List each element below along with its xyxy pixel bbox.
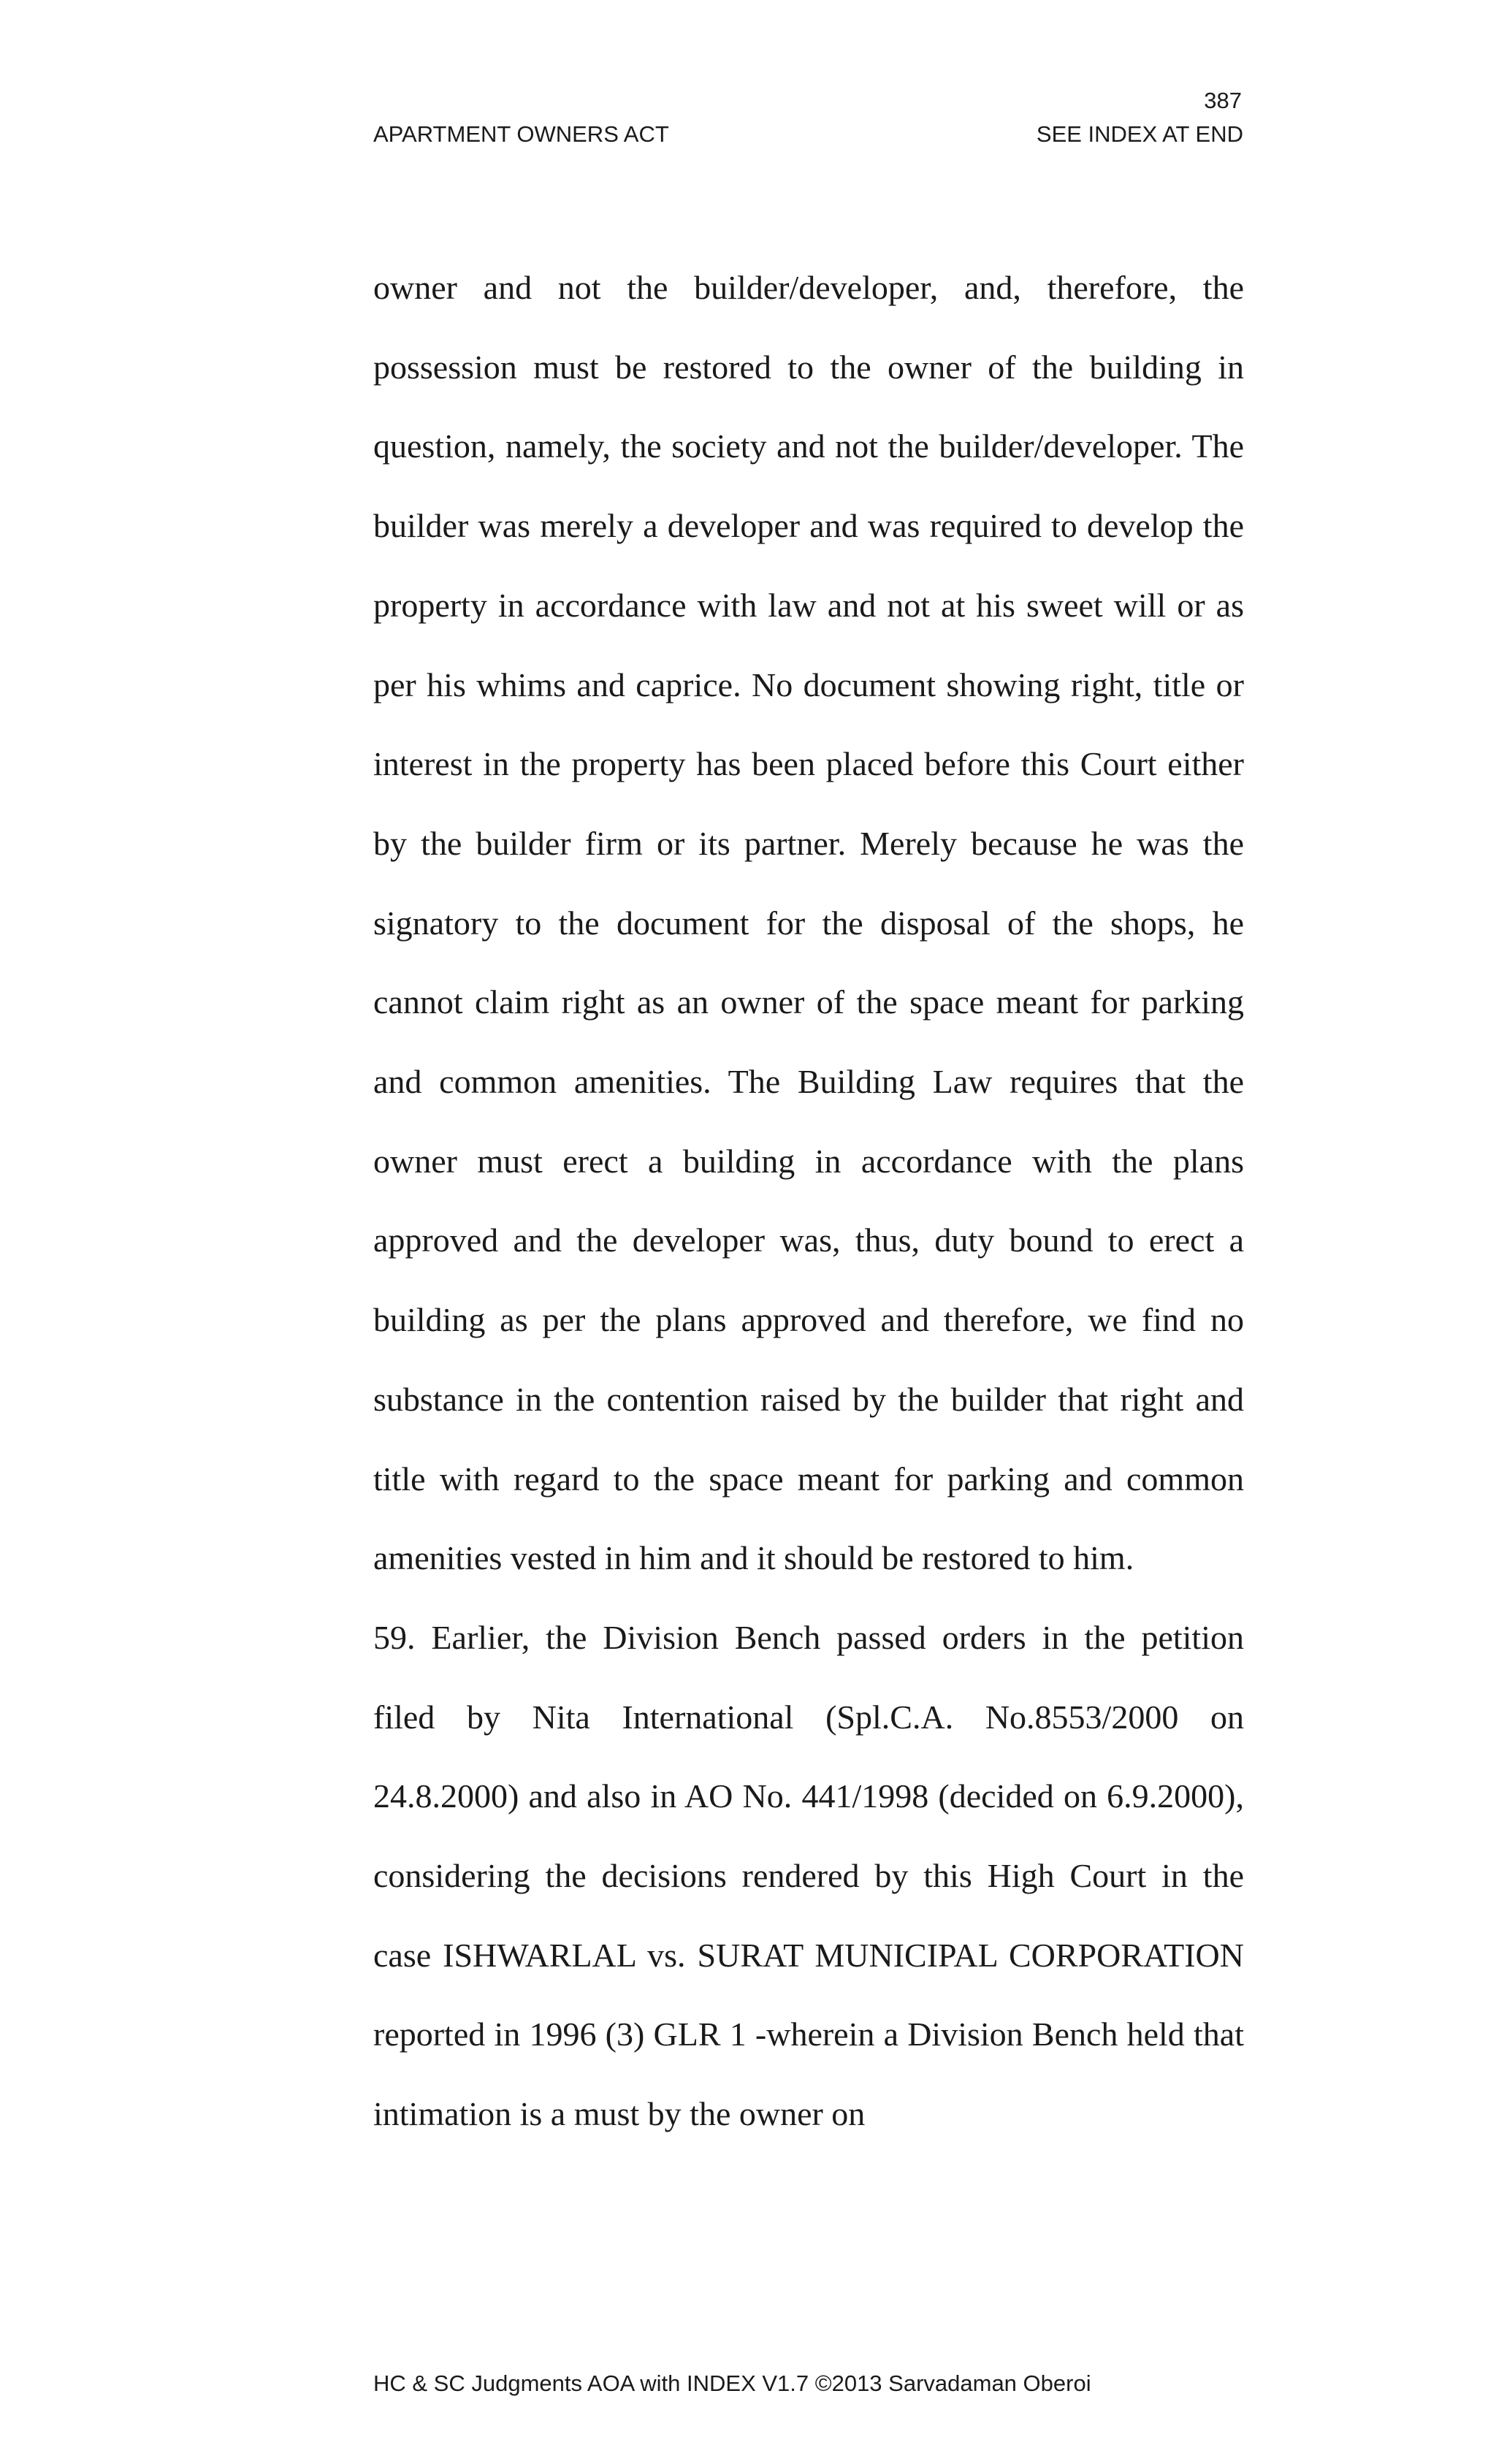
running-header-title: APARTMENT OWNERS ACT (373, 121, 669, 147)
running-header-index-note: SEE INDEX AT END (1036, 121, 1243, 147)
document-body (373, 248, 1244, 2154)
page-footer: HC & SC Judgments AOA with INDEX V1.7 ©2013 Sarvadaman Oberoi (373, 2370, 1091, 2396)
page-number: 387 (1204, 88, 1242, 113)
body-paragraph: 59. Earlier, the Division Bench passed orders in the petition filed by Nita International (Spl.C.A. No.8553/2000 on 24.8.2000) and also in AO No. 441/1998 (decided on 6.9.2000), considering the decisions rendered by this High Court in the case ISHWARLAL vs. SURAT MUNICIPAL CORPORATION reported in 1996 (3) GLR 1 -wherein a Division Bench held that intimation is a must by the owner on (373, 1618, 1244, 2133)
body-paragraph: owner and not the builder/developer, and, therefore, the possession must be restored to the owner of the building in question, namely, the society and not the builder/developer. The builder was merely a developer and was required to develop the property in accordance with law and not at his sweet will or as per his whims and caprice. No document showing right, title or interest in the property has been placed before this Court either by the builder firm or its partner. Merely because he was the signatory to the document for the disposal of the shops, he cannot claim right as an owner of the space meant for parking and common amenities. The Building Law requires that the owner must erect a building in accordance with the plans approved and the developer was, thus, duty bound to erect a building as per the plans approved and therefore, we find no substance in the contention raised by the builder that right and title with regard to the space meant for parking and common amenities vested in him and it should be restored to him. (373, 269, 1244, 1577)
